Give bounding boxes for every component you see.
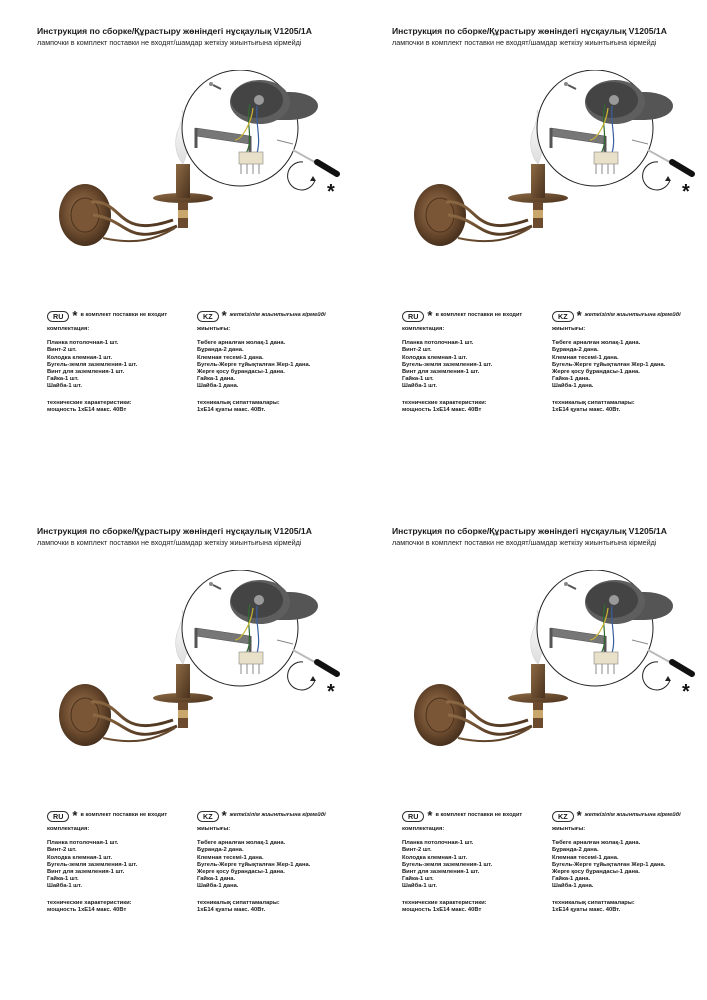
list-item: Шайба-1 шт.	[402, 383, 437, 390]
ru-spec-value: мощность 1хЕ14 макс. 40Вт	[47, 406, 127, 413]
asterisk-icon: *	[427, 808, 433, 823]
kz-kit-list	[197, 340, 367, 390]
ru-badge: RU	[47, 811, 69, 822]
kz-spec-value: 1хЕ14 қуаты макс. 40Вт.	[552, 406, 621, 413]
asterisk-icon: *	[72, 308, 78, 323]
kz-star-note: жеткізілім жиынтығына кірмейді	[584, 312, 681, 319]
kz-kit-header: жиынтығы:	[197, 326, 231, 332]
kz-kit-header: жиынтығы:	[552, 326, 586, 332]
kz-badge: KZ	[552, 311, 574, 322]
ru-spec-header: технические характеристики:	[402, 899, 487, 906]
list-item: Винт для заземления-1 шт.	[47, 869, 125, 876]
kz-spec-header: техникалық сипаттамалары:	[552, 899, 635, 906]
list-item: Винт-2 шт.	[402, 347, 432, 354]
ru-column	[402, 310, 552, 414]
list-item: Винт-2 шт.	[47, 347, 77, 354]
ru-badge: RU	[402, 311, 424, 322]
ru-spec-value: мощность 1хЕ14 макс. 40Вт	[47, 906, 127, 913]
list-item: Планка потолочная-1 шт.	[47, 340, 119, 347]
instruction-sheet-top-left	[35, 0, 365, 480]
list-item: Төбеге арналған жолақ-1 дана.	[197, 340, 286, 347]
kz-kit-list	[552, 340, 707, 390]
list-item: Клемная тесемі-1 дана.	[552, 854, 619, 861]
list-item: Винт для заземления-1 шт.	[402, 369, 480, 376]
lamp-illustration	[400, 570, 700, 790]
kz-kit-list	[552, 840, 707, 890]
ru-star-note: в комплект поставки не входит	[435, 312, 523, 319]
ru-star-note: в комплект поставки не входит	[80, 812, 168, 819]
list-item: Жерге қосу бұрандасы-1 дана.	[197, 369, 285, 376]
asterisk-icon: *	[221, 308, 227, 323]
list-item: Бугель-Жерге тұйықталған Жер-1 дана.	[197, 861, 311, 868]
ru-column	[47, 810, 197, 914]
sheet-subtitle: лампочки в комплект поставки не входят/шамдар жеткізу жиынтығына кірмейді	[37, 538, 302, 547]
list-item: Клемная тесемі-1 дана.	[197, 354, 264, 361]
list-item: Бугель-земля заземления-1 шт.	[402, 861, 493, 868]
kz-spec-value: 1хЕ14 қуаты макс. 40Вт.	[552, 906, 621, 913]
list-item: Гайка-1 дана.	[197, 876, 236, 883]
list-item: Бугель-Жерге тұйықталған Жер-1 дана.	[552, 861, 666, 868]
ru-spec-value: мощность 1хЕ14 макс. 40Вт	[402, 406, 482, 413]
list-item: Бугель-земля заземления-1 шт.	[47, 361, 138, 368]
ru-kit-header: комплектация:	[47, 326, 90, 332]
ru-kit-header: комплектация:	[47, 826, 90, 832]
asterisk-icon: *	[72, 808, 78, 823]
kz-spec-value: 1хЕ14 қуаты макс. 40Вт.	[197, 406, 266, 413]
list-item: Шайба-1 дана.	[552, 883, 594, 890]
ru-star-note: в комплект поставки не входит	[435, 812, 523, 819]
instruction-sheet-bottom-left	[35, 500, 365, 980]
list-item: Шайба-1 шт.	[47, 383, 82, 390]
instruction-sheet-bottom-right	[390, 500, 707, 980]
list-item: Гайка-1 дана.	[197, 376, 236, 383]
ru-spec-value: мощность 1хЕ14 макс. 40Вт	[402, 906, 482, 913]
list-item: Төбеге арналған жолақ-1 дана.	[552, 840, 641, 847]
list-item: Колодка клемная-1 шт.	[402, 354, 468, 361]
list-item: Колодка клемная-1 шт.	[402, 854, 468, 861]
kz-star-note: жеткізілім жиынтығына кірмейді	[229, 812, 326, 819]
asterisk-icon: *	[576, 808, 582, 823]
kz-spec-value: 1хЕ14 қуаты макс. 40Вт.	[197, 906, 266, 913]
list-item: Жерге қосу бұрандасы-1 дана.	[552, 369, 640, 376]
ru-badge: RU	[402, 811, 424, 822]
list-item: Винт-2 шт.	[402, 847, 432, 854]
list-item: Гайка-1 дана.	[552, 876, 591, 883]
ru-kit-header: комплектация:	[402, 326, 445, 332]
ru-spec-header: технические характеристики:	[47, 399, 132, 406]
lamp-illustration	[400, 70, 700, 290]
list-item: Колодка клемная-1 шт.	[47, 854, 113, 861]
kz-badge: KZ	[197, 811, 219, 822]
list-item: Винт-2 шт.	[47, 847, 77, 854]
list-item: Шайба-1 шт.	[402, 883, 437, 890]
list-item: Шайба-1 дана.	[197, 383, 239, 390]
list-item: Шайба-1 дана.	[552, 383, 594, 390]
list-item: Винт для заземления-1 шт.	[47, 369, 125, 376]
kz-badge: KZ	[197, 311, 219, 322]
list-item: Клемная тесемі-1 дана.	[552, 354, 619, 361]
list-item: Жерге қосу бұрандасы-1 дана.	[197, 869, 285, 876]
lamp-illustration	[45, 70, 345, 290]
lamp-illustration	[45, 570, 345, 790]
ru-star-note: в комплект поставки не входит	[80, 312, 168, 319]
list-item: Шайба-1 шт.	[47, 883, 82, 890]
instruction-sheet-top-right	[390, 0, 707, 480]
kz-spec-header: техникалық сипаттамалары:	[197, 899, 280, 906]
ru-spec-header: технические характеристики:	[47, 899, 132, 906]
list-item: Планка потолочная-1 шт.	[47, 840, 119, 847]
list-item: Планка потолочная-1 шт.	[402, 840, 474, 847]
list-item: Жерге қосу бұрандасы-1 дана.	[552, 869, 640, 876]
list-item: Бұранда-2 дана.	[197, 847, 244, 854]
list-item: Клемная тесемі-1 дана.	[197, 854, 264, 861]
sheet-title: Инструкция по сборке/Құрастыру жөніндегі нұсқаулық V1205/1A	[37, 526, 312, 536]
kz-column	[552, 310, 707, 414]
ru-kit-header: комплектация:	[402, 826, 445, 832]
sheet-subtitle: лампочки в комплект поставки не входят/шамдар жеткізу жиынтығына кірмейді	[392, 38, 657, 47]
kz-spec-header: техникалық сипаттамалары:	[197, 399, 280, 406]
asterisk-icon: *	[576, 308, 582, 323]
asterisk-icon: *	[427, 308, 433, 323]
sheet-subtitle: лампочки в комплект поставки не входят/шамдар жеткізу жиынтығына кірмейді	[392, 538, 657, 547]
sheet-title: Инструкция по сборке/Құрастыру жөніндегі нұсқаулық V1205/1A	[392, 526, 667, 536]
ru-kit-list	[47, 840, 197, 890]
ru-kit-list	[402, 340, 552, 390]
list-item: Бұранда-2 дана.	[197, 347, 244, 354]
list-item: Бугель-земля заземления-1 шт.	[402, 361, 493, 368]
ru-spec-header: технические характеристики:	[402, 399, 487, 406]
kz-spec-header: техникалық сипаттамалары:	[552, 399, 635, 406]
list-item: Гайка-1 шт.	[47, 876, 79, 883]
list-item: Винт для заземления-1 шт.	[402, 869, 480, 876]
list-item: Гайка-1 шт.	[402, 876, 434, 883]
asterisk-icon: *	[221, 808, 227, 823]
list-item: Гайка-1 шт.	[402, 376, 434, 383]
list-item: Шайба-1 дана.	[197, 883, 239, 890]
sheet-title: Инструкция по сборке/Құрастыру жөніндегі нұсқаулық V1205/1A	[392, 26, 667, 36]
kz-column	[197, 810, 367, 914]
list-item: Төбеге арналған жолақ-1 дана.	[552, 340, 641, 347]
kz-column	[552, 810, 707, 914]
list-item: Гайка-1 шт.	[47, 376, 79, 383]
ru-badge: RU	[47, 311, 69, 322]
list-item: Бугель-Жерге тұйықталған Жер-1 дана.	[197, 361, 311, 368]
kz-kit-list	[197, 840, 367, 890]
list-item: Бугель-земля заземления-1 шт.	[47, 861, 138, 868]
list-item: Гайка-1 дана.	[552, 376, 591, 383]
list-item: Планка потолочная-1 шт.	[402, 340, 474, 347]
list-item: Төбеге арналған жолақ-1 дана.	[197, 840, 286, 847]
kz-star-note: жеткізілім жиынтығына кірмейді	[584, 812, 681, 819]
ru-column	[402, 810, 552, 914]
list-item: Бугель-Жерге тұйықталған Жер-1 дана.	[552, 361, 666, 368]
sheet-title: Инструкция по сборке/Құрастыру жөніндегі нұсқаулық V1205/1A	[37, 26, 312, 36]
kz-star-note: жеткізілім жиынтығына кірмейді	[229, 312, 326, 319]
list-item: Бұранда-2 дана.	[552, 847, 599, 854]
ru-kit-list	[402, 840, 552, 890]
kz-badge: KZ	[552, 811, 574, 822]
sheet-subtitle: лампочки в комплект поставки не входят/шамдар жеткізу жиынтығына кірмейді	[37, 38, 302, 47]
ru-column	[47, 310, 197, 414]
ru-kit-list	[47, 340, 197, 390]
kz-column	[197, 310, 367, 414]
list-item: Колодка клемная-1 шт.	[47, 354, 113, 361]
list-item: Бұранда-2 дана.	[552, 347, 599, 354]
kz-kit-header: жиынтығы:	[197, 826, 231, 832]
kz-kit-header: жиынтығы:	[552, 826, 586, 832]
